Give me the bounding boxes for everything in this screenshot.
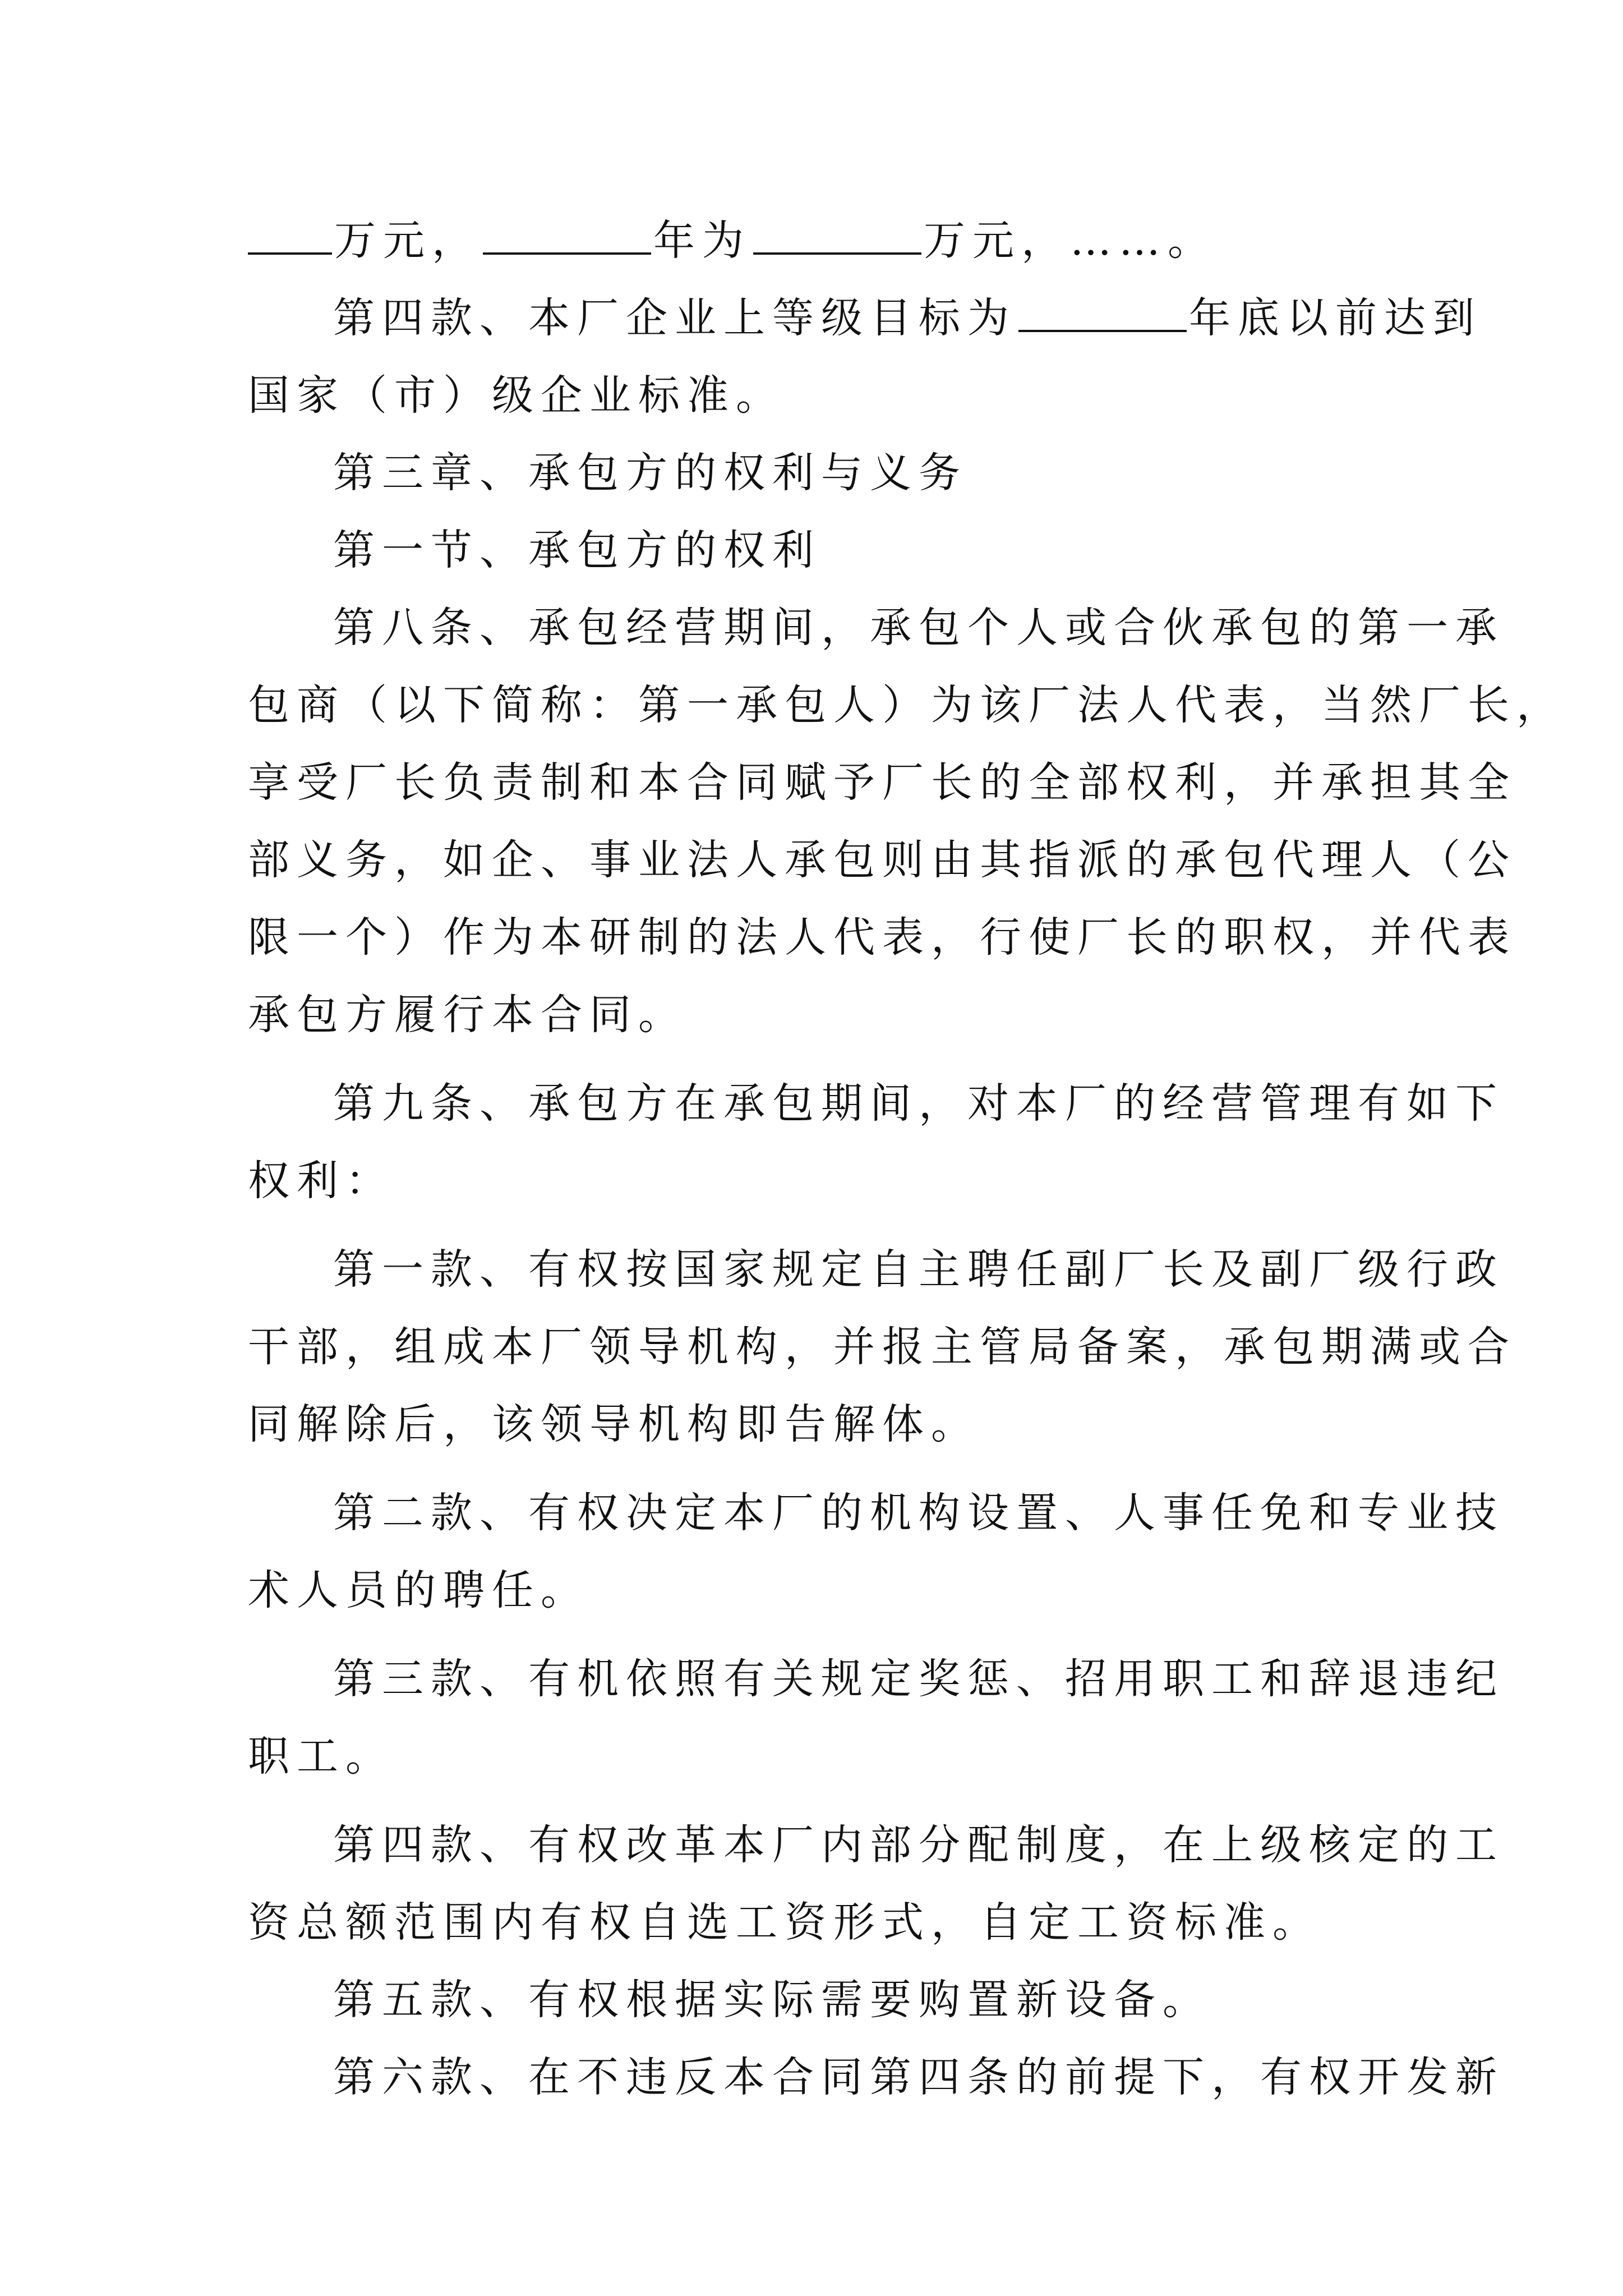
article-8-line: 第八条、承包经营期间，承包个人或合伙承包的第一承 bbox=[333, 604, 1504, 652]
fill-in-blank bbox=[483, 218, 651, 255]
fill-in-blank bbox=[248, 218, 332, 255]
clause-4-line: 资总额范围内有权自选工资形式，自定工资标准。 bbox=[248, 1898, 1321, 1947]
text-segment: 年底以前达到 bbox=[1189, 294, 1482, 342]
clause-1-line: 干部，组成本厂领导机构，并报主管局备案，承包期满或合 bbox=[248, 1323, 1516, 1371]
clause-4-line: 第四款、有权改革本厂内部分配制度，在上级核定的工 bbox=[333, 1821, 1504, 1869]
clause-1-line: 第一款、有权按国家规定自主聘任副厂长及副厂级行政 bbox=[333, 1245, 1504, 1294]
text-segment: 第四款、本厂企业上等级目标为 bbox=[333, 294, 1016, 342]
text-segment: 万元，……。 bbox=[924, 217, 1216, 265]
document-page bbox=[248, 202, 1565, 2116]
clause-6-line: 第六款、在不违反本合同第四条的前提下，有权开发新 bbox=[333, 2053, 1504, 2101]
text-segment: 年为 bbox=[653, 217, 751, 265]
fill-in-blank bbox=[753, 218, 921, 255]
paragraph-gap bbox=[248, 1220, 1392, 1231]
section-title: 第一节、承包方的权利 bbox=[333, 526, 821, 574]
clause-3-line: 第三款、有机依照有关规定奖惩、招用职工和辞退违纪 bbox=[333, 1655, 1504, 1703]
chapter-title: 第三章、承包方的权利与义务 bbox=[333, 449, 967, 497]
article-8-line: 部义务，如企、事业法人承包则由其指派的承包代理人（公 bbox=[248, 836, 1516, 884]
clause-2-line: 术人员的聘任。 bbox=[248, 1566, 589, 1614]
article-8-line: 包商（以下简称：第一承包人）为该厂法人代表，当然厂长， bbox=[248, 681, 1565, 729]
clause-2-line: 第二款、有权决定本厂的机构设置、人事任免和专业技 bbox=[333, 1489, 1504, 1537]
text-segment: 万元， bbox=[334, 217, 481, 265]
clause-goal-line-2: 国家（市）级企业标准。 bbox=[248, 371, 785, 420]
paragraph-continuation bbox=[248, 202, 1392, 279]
paragraph-gap bbox=[248, 1629, 1392, 1640]
clause-5-line: 第五款、有权根据实际需要购置新设备。 bbox=[333, 1976, 1211, 2024]
clause-1-line: 同解除后，该领导机构即告解体。 bbox=[248, 1400, 980, 1448]
paragraph-gap bbox=[248, 1795, 1392, 1806]
article-8-line: 限一个）作为本研制的法人代表，行使厂长的职权，并代表 bbox=[248, 913, 1516, 961]
clause-goal-line-1 bbox=[248, 279, 1482, 357]
paragraph-gap bbox=[248, 1463, 1392, 1474]
fill-in-blank bbox=[1018, 295, 1187, 332]
article-9-line: 第九条、承包方在承包期间，对本厂的经营管理有如下 bbox=[333, 1079, 1504, 1128]
article-8-line: 享受厂长负责制和本合同赋予厂长的全部权利，并承担其全 bbox=[248, 758, 1516, 807]
clause-3-line: 职工。 bbox=[248, 1732, 394, 1780]
article-8-line: 承包方履行本合同。 bbox=[248, 991, 687, 1039]
paragraph-gap bbox=[248, 1053, 1392, 1065]
article-9-line: 权利： bbox=[248, 1157, 394, 1205]
